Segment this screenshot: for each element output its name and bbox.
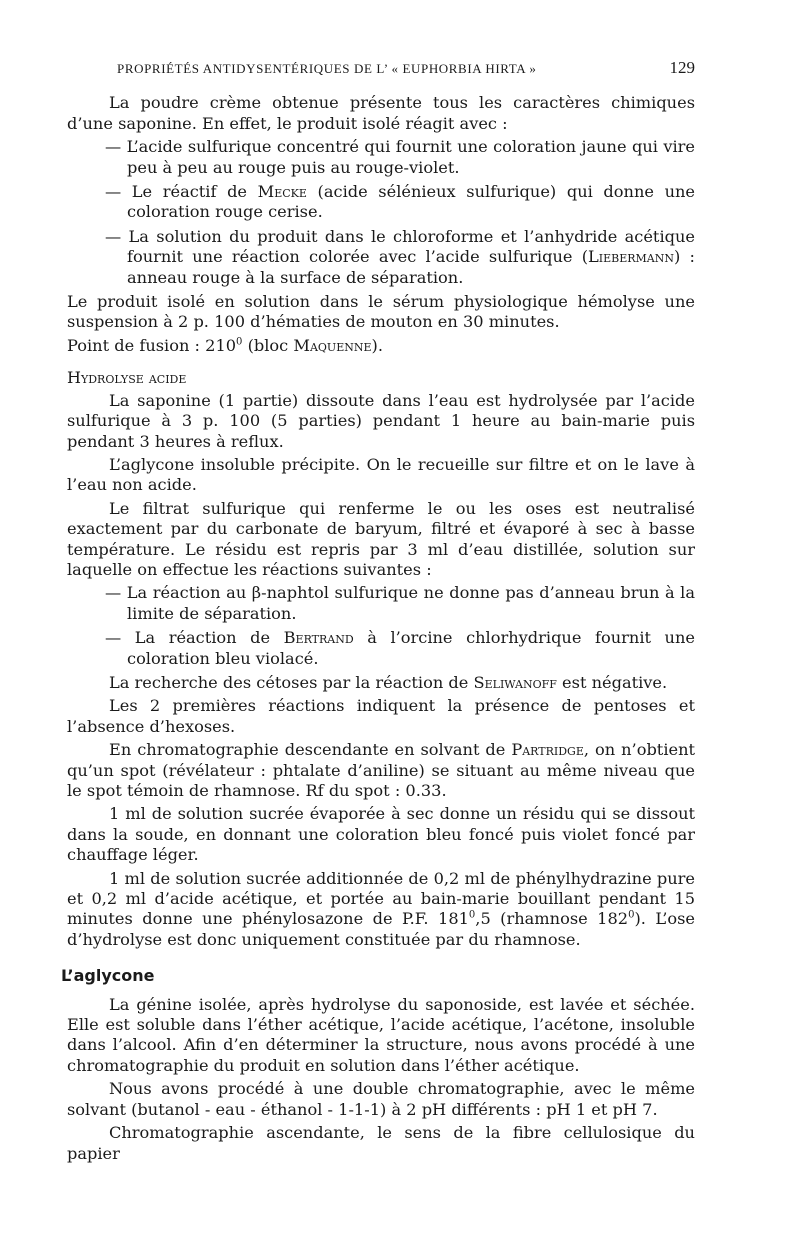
paragraph: La recherche des cétoses par la réaction de Seliwanoff est négative. [109, 672, 668, 692]
paragraph: Point de fusion : $210^0$ (bloc Maquenne). [67, 335, 383, 355]
dash-item: — L’acide sulfurique concentré qui fournit une coloration jaune qui vire peu à peu au rouge puis au rouge-violet. [105, 137, 695, 177]
paragraph: Le filtrat sulfurique qui renferme le ou les oses est neutralisé exactement par du carbonate de baryum, filtré et évaporé à sec à basse température. Le résidu est repris par 3 ml d’eau distillée, solution sur laquelle on effectue les réactions suivantes : [67, 498, 695, 579]
paragraph: Les 2 premières réactions indiquent la présence de pentoses et l’absence d’hexoses. [67, 696, 695, 736]
dash-item: — La réaction au β-naphtol sulfurique ne donne pas d’anneau brun à la limite de séparation. [105, 583, 695, 623]
paragraph: Nous avons procédé à une double chromatographie, avec le même solvant (butanol - eau - éthanol - 1-1-1) à 2 pH différents : pH 1 et pH 7. [67, 1079, 695, 1119]
page [61, 58, 696, 1167]
dash-item: — Le réactif de Mecke (acide sélénieux sulfurique) qui donne une coloration rouge cerise. [105, 182, 696, 222]
paragraph: Le produit isolé en solution dans le sérum physiologique hémolyse une suspension à 2 p. 100 d’hématies de mouton en 30 minutes. [67, 292, 695, 332]
paragraph: Chromatographie ascendante, le sens de la fibre cellulosique du papier [67, 1123, 695, 1163]
dash-item: — La solution du produit dans le chloroforme et l’anhydride acétique fournit une réaction colorée avec l’acide sulfurique (Liebermann) : anneau rouge à la surface de séparation. [105, 226, 695, 287]
dash-item: — La réaction de Bertrand à l’orcine chlorhydrique fournit une coloration bleu violacé. [105, 628, 695, 668]
paragraph: 1 ml de solution sucrée additionnée de 0,2 ml de phénylhydrazine pure et 0,2 ml d’acide acétique, et portée au bain-marie bouillant pendant 15 minutes donne une phénylosazone de P.F. $181^0,5$ (rhamnose $182^0$). L’ose d’hydrolyse est donc uniquement constituée par du rhamnose. [67, 868, 695, 949]
section-title-aglycone: L’aglycone [61, 966, 155, 986]
paragraph: La génine isolée, après hydrolyse du saponoside, est lavée et séchée. Elle est soluble dans l’éther acétique, l’acide acétique, l’acétone, insoluble dans l’alcool. Afin d’en déterminer la structure, nous avons procédé à une chromatographie du produit en solution dans l’éther acétique. [67, 994, 695, 1075]
section-title-hydrolyse: Hydrolyse acide [67, 368, 187, 388]
paragraph: L’aglycone insoluble précipite. On le recueille sur filtre et on le lave à l’eau non acide. [67, 454, 695, 495]
page-number: 129 [669, 58, 695, 77]
paragraph: 1 ml de solution sucrée évaporée à sec donne un résidu qui se dissout dans la soude, en donnant une coloration bleu foncé puis violet foncé par chauffage léger. [67, 804, 695, 865]
running-header [117, 58, 695, 79]
paragraph: La poudre crème obtenue présente tous les caractères chimiques d’une saponine. En effet, le produit isolé réagit avec : [67, 93, 695, 133]
paragraph: En chromatographie descendante en solvant de Partridge, on n’obtient qu’un spot (révélateur : phtalate d’aniline) se situant au même niveau que le spot témoin de rhamnose. Rf du spot : 0.33. [67, 740, 696, 800]
running-title: PROPRIÉTÉS ANTIDYSENTÉRIQUES DE L’ « EUPHORBIA HIRTA » [117, 61, 537, 76]
paragraph: La saponine (1 partie) dissoute dans l’eau est hydrolysée par l’acide sulfurique à 3 p. 100 (5 parties) pendant 1 heure au bain-marie puis pendant 3 heures à reflux. [67, 390, 695, 451]
